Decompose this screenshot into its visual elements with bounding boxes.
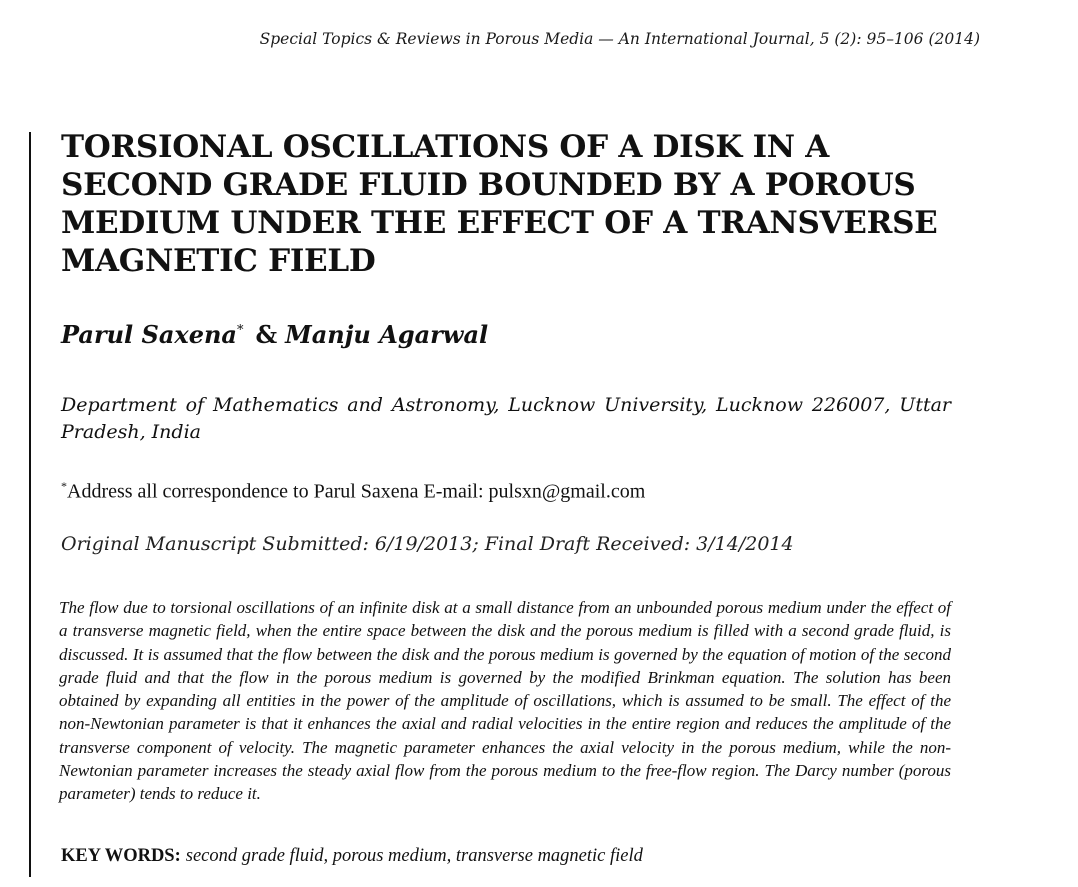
affiliation: Department of Mathematics and Astronomy, Lucknow University, Lucknow 226007, Uttar Pradesh, India <box>61 394 951 443</box>
author-second: Manju Agarwal <box>285 320 489 349</box>
manuscript-dates: Original Manuscript Submitted: 6/19/2013; Final Draft Received: 3/14/2014 <box>61 533 794 555</box>
correspondence-text: Address all correspondence to Parul Saxena E-mail: pulsxn@gmail.com <box>67 480 646 503</box>
running-head: Special Topics & Reviews in Porous Media — An International Journal, 5 (2): 95–106 (2014) <box>259 30 980 48</box>
correspondence-mark: * <box>61 479 67 493</box>
margin-rule <box>29 132 31 877</box>
keywords-text: second grade fluid, porous medium, transverse magnetic field <box>185 846 643 866</box>
author-separator: & <box>255 320 278 349</box>
abstract: The flow due to torsional oscillations of an infinite disk at a small distance from an unbounded porous medium under the effect of a transverse magnetic field, when the entire space between the disk and the porous medium is filled with a second grade fluid, is discussed. It is assumed that the flow between the disk and the porous medium is governed by the equation of motion of the second grade fluid and that the flow in the porous medium is governed by the modified Brinkman equation. The solution has been obtained by expanding all entities in the power of the amplitude of oscillations, which is assumed to be small. The effect of the non-Newtonian parameter is that it enhances the axial and radial velocities in the entire region and reduces the amplitude of the transverse component of velocity. The magnetic parameter enhances the axial velocity in the porous medium, while the non-Newtonian parameter increases the steady axial flow from the porous medium to the free-flow region. The Darcy number (porous parameter) tends to reduce it. <box>59 598 951 804</box>
correspondence <box>61 479 645 504</box>
keywords-label: KEY WORDS: <box>61 846 181 866</box>
keywords <box>61 846 643 867</box>
author-first: Parul Saxena <box>61 320 237 349</box>
paper-title: TORSIONAL OSCILLATIONS OF A DISK IN A SECOND GRADE FLUID BOUNDED BY A POROUS MEDIUM UNDER THE EFFECT OF A TRANSVERSE MAGNETIC FIELD <box>61 129 938 279</box>
corresponding-mark: * <box>236 323 244 338</box>
authors <box>61 320 488 349</box>
